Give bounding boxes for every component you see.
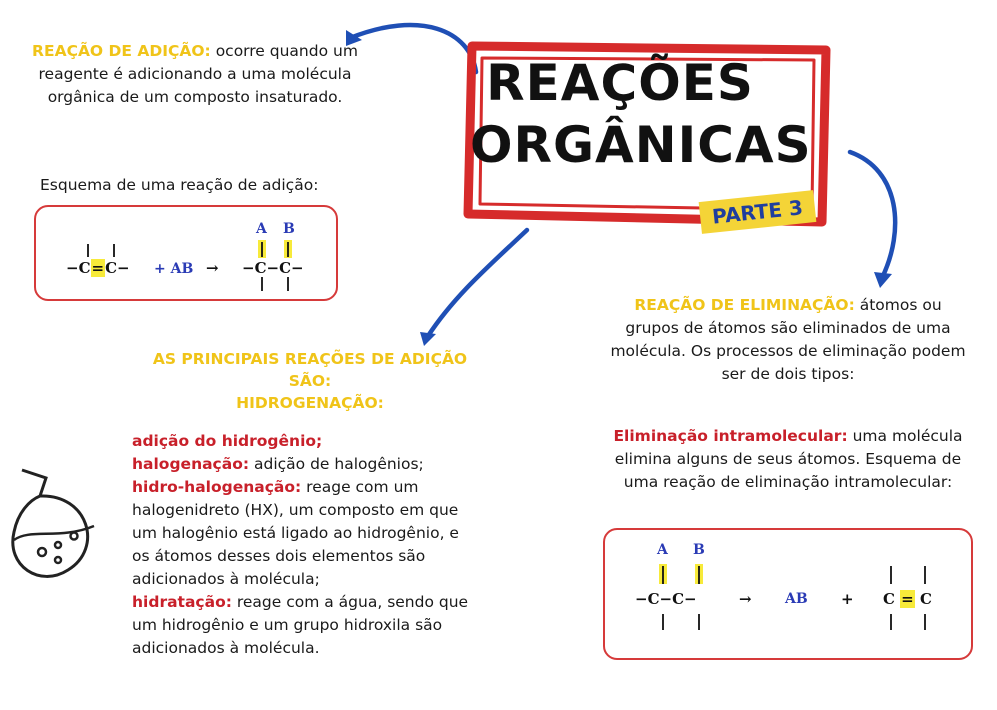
- arrow-to-principais: [428, 230, 527, 336]
- page-title: [470, 52, 812, 176]
- intra-scheme-label: Esquema de uma reação de eliminação intramolecular:: [623, 450, 962, 491]
- eliminacao-product: C = C: [883, 590, 932, 608]
- adicao-plus-ab: + AB: [154, 261, 194, 277]
- part-badge: PARTE 3: [699, 190, 817, 234]
- title-line-1: REAÇÕES: [486, 54, 754, 112]
- adicao-body: ocorre quando um reagente é adicionando a uma molécula orgânica de um composto insaturado.: [38, 42, 358, 106]
- arrow-to-elim: [850, 152, 895, 278]
- intra-desc: uma molécula elimina alguns de seus átomos.: [614, 427, 963, 468]
- eliminacao-heading: REAÇÃO DE ELIMINAÇÃO:: [634, 296, 855, 314]
- list-item: hidro-halogenação: reage com um halogenidreto (HX), um composto em que um halogênio está ligado ao hidrogênio, e os átomos desses dois elementos são adicionados à molécula;: [132, 478, 459, 588]
- eliminacao-definition: [608, 294, 968, 386]
- flask-icon: [13, 470, 94, 576]
- adicao-product: −C−C−: [242, 259, 304, 277]
- eliminacao-intramolecular: [610, 425, 966, 494]
- adicao-label-b: B: [283, 221, 295, 237]
- adicao-label-a: A: [256, 221, 267, 237]
- adicao-scheme-box: [34, 205, 338, 301]
- eliminacao-body: átomos ou grupos de átomos são eliminados de uma molécula. Os processos de eliminação podem ser de dois tipos:: [610, 296, 966, 383]
- list-item: halogenação: adição de halogênios;: [132, 455, 424, 473]
- principais-list: [132, 430, 477, 660]
- principais-heading-line-1: AS PRINCIPAIS REAÇÕES DE ADIÇÃO SÃO:: [152, 350, 468, 390]
- arrow-head-principais: [420, 332, 436, 346]
- intra-term: Eliminação intramolecular:: [613, 427, 848, 445]
- arrow-head-elim: [874, 272, 892, 288]
- principais-heading: [140, 348, 480, 414]
- eliminacao-plus: +: [841, 590, 854, 608]
- list-item: hidratação: reage com a água, sendo que um hidrogênio e um grupo hidroxila são adicionados à molécula.: [132, 593, 469, 657]
- arrow-to-adicao: [350, 25, 476, 72]
- title-line-2: ORGÂNICAS: [470, 116, 812, 174]
- eliminacao-scheme-box: [603, 528, 973, 660]
- eliminacao-label-a: A: [657, 542, 668, 558]
- adicao-arrow: →: [206, 259, 219, 277]
- eliminacao-label-b: B: [693, 542, 705, 558]
- adicao-definition: [30, 40, 360, 109]
- adicao-scheme-label: Esquema de uma reação de adição:: [40, 176, 319, 194]
- adicao-reactant: −C=C−: [66, 259, 130, 277]
- adicao-heading: REAÇÃO DE ADIÇÃO:: [32, 42, 211, 60]
- eliminacao-reactant: −C−C−: [635, 590, 697, 608]
- eliminacao-arrow: →: [739, 590, 752, 608]
- list-item: adição do hidrogênio;: [132, 432, 323, 450]
- principais-heading-line-2: HIDROGENAÇÃO:: [236, 394, 384, 412]
- eliminacao-ab: AB: [785, 591, 808, 607]
